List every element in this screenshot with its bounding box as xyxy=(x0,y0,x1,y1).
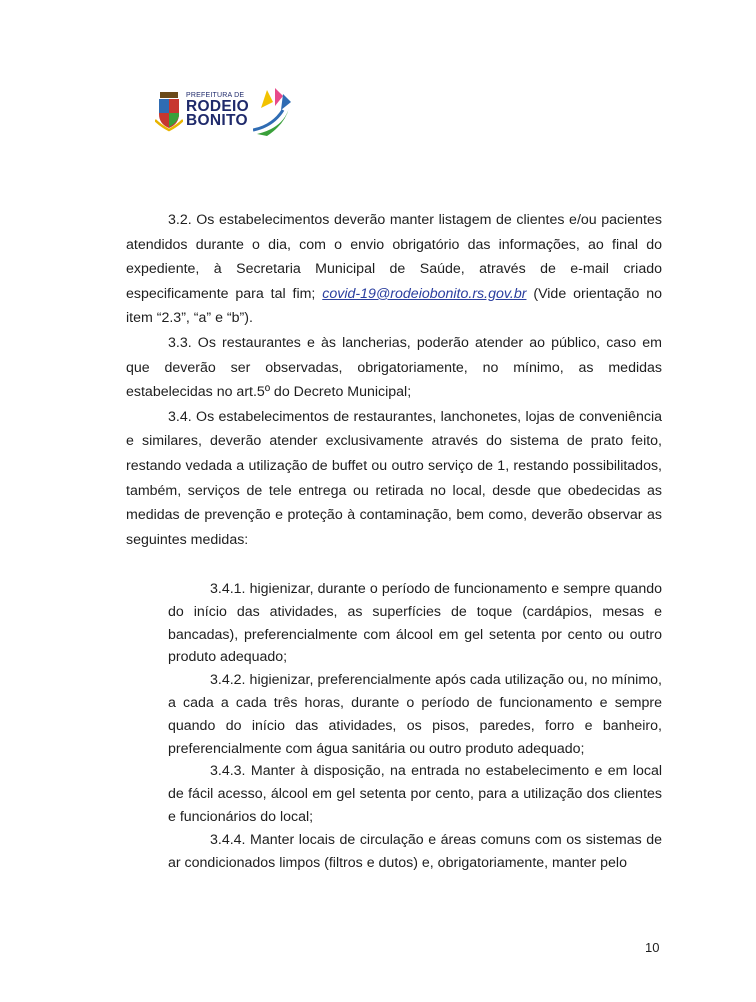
section-number: 3.4. xyxy=(168,408,192,425)
section-number: 3.2. xyxy=(168,212,192,228)
subsection-3-4-1 xyxy=(168,578,662,669)
subsections xyxy=(168,578,662,874)
section-3-2 xyxy=(126,208,662,331)
subsection-text: higienizar, preferencialmente após cada utilização ou, no mínimo, a cada a cada três horas, durante o período de funcionamento e sempre quando do início das atividades, os pisos, paredes, forro e banheiro, preferencialmente com água sanitária ou outro produto adequado; xyxy=(168,672,662,757)
main-sections xyxy=(126,208,662,552)
municipality-logo xyxy=(155,88,290,140)
subsection-3-4-3 xyxy=(168,760,662,828)
section-3-4 xyxy=(126,405,662,553)
section-text: Os restaurantes e às lancherias, poderão atender ao público, caso em que deverão ser observadas, obrigatoriamente, no mínimo, as medidas estabelecidas no art.5º do Decreto Municipal; xyxy=(126,334,662,401)
subsection-number: 3.4.3. xyxy=(210,763,246,780)
subsection-text: Manter locais de circulação e áreas comuns com os sistemas de ar condicionados limpos (filtros e dutos) e, obrigatoriamente, manter pelo xyxy=(168,831,662,871)
subsection-number: 3.4.4. xyxy=(210,831,246,848)
section-3-3 xyxy=(126,331,662,405)
subsection-text: Manter à disposição, na entrada no estabelecimento e em local de fácil acesso, álcool em gel setenta por cento, para a utilização dos clientes e funcionários do local; xyxy=(168,763,662,825)
logo-wordmark xyxy=(186,92,249,128)
subsection-3-4-4 xyxy=(168,829,662,875)
coat-of-arms-icon xyxy=(155,92,183,132)
subsection-number: 3.4.1. xyxy=(210,581,246,597)
logo-line-1: PREFEITURA DE xyxy=(186,92,245,99)
logo-line-3: BONITO xyxy=(186,112,248,129)
section-text: Os estabelecimentos de restaurantes, lanchonetes, lojas de conveniência e similares, deverão atender exclusivamente através do sistema de prato feito, restando vedada a utilização de buffet ou outro serviço de 1, restando possibilitados, também, serviços de tele entrega ou retirada no local, desde que obedecidas as medidas de prevenção e proteção à contaminação, bem como, deverão observar as seguintes medidas: xyxy=(126,408,662,548)
email-link[interactable]: covid-19@rodeiobonito.rs.gov.br xyxy=(322,285,527,302)
page-number: 10 xyxy=(645,940,660,955)
section-number: 3.3. xyxy=(168,334,192,351)
subsection-3-4-2 xyxy=(168,669,662,760)
logo-swoosh-icon xyxy=(253,88,293,138)
section-text: Os estabelecimentos deverão manter listagem de clientes e/ou pacientes atendidos durante o dia, com o envio obrigatório das informações, ao final do expediente, à Secretaria Municipal de Saúde, através de e-mail criado especificamente para tal fim; xyxy=(126,212,662,302)
subsection-text: higienizar, durante o período de funcionamento e sempre quando do início das atividades, as superfícies de toque (cardápios, mesas e bancadas), preferencialmente com álcool em gel setenta por cento ou outro produto adequado; xyxy=(168,581,662,666)
section-text-after-link: (Vide orientação no item “2.3”, “a” e “b”). xyxy=(126,285,662,327)
logo-line-2: RODEIO xyxy=(186,98,249,115)
subsection-number: 3.4.2. xyxy=(210,672,246,689)
